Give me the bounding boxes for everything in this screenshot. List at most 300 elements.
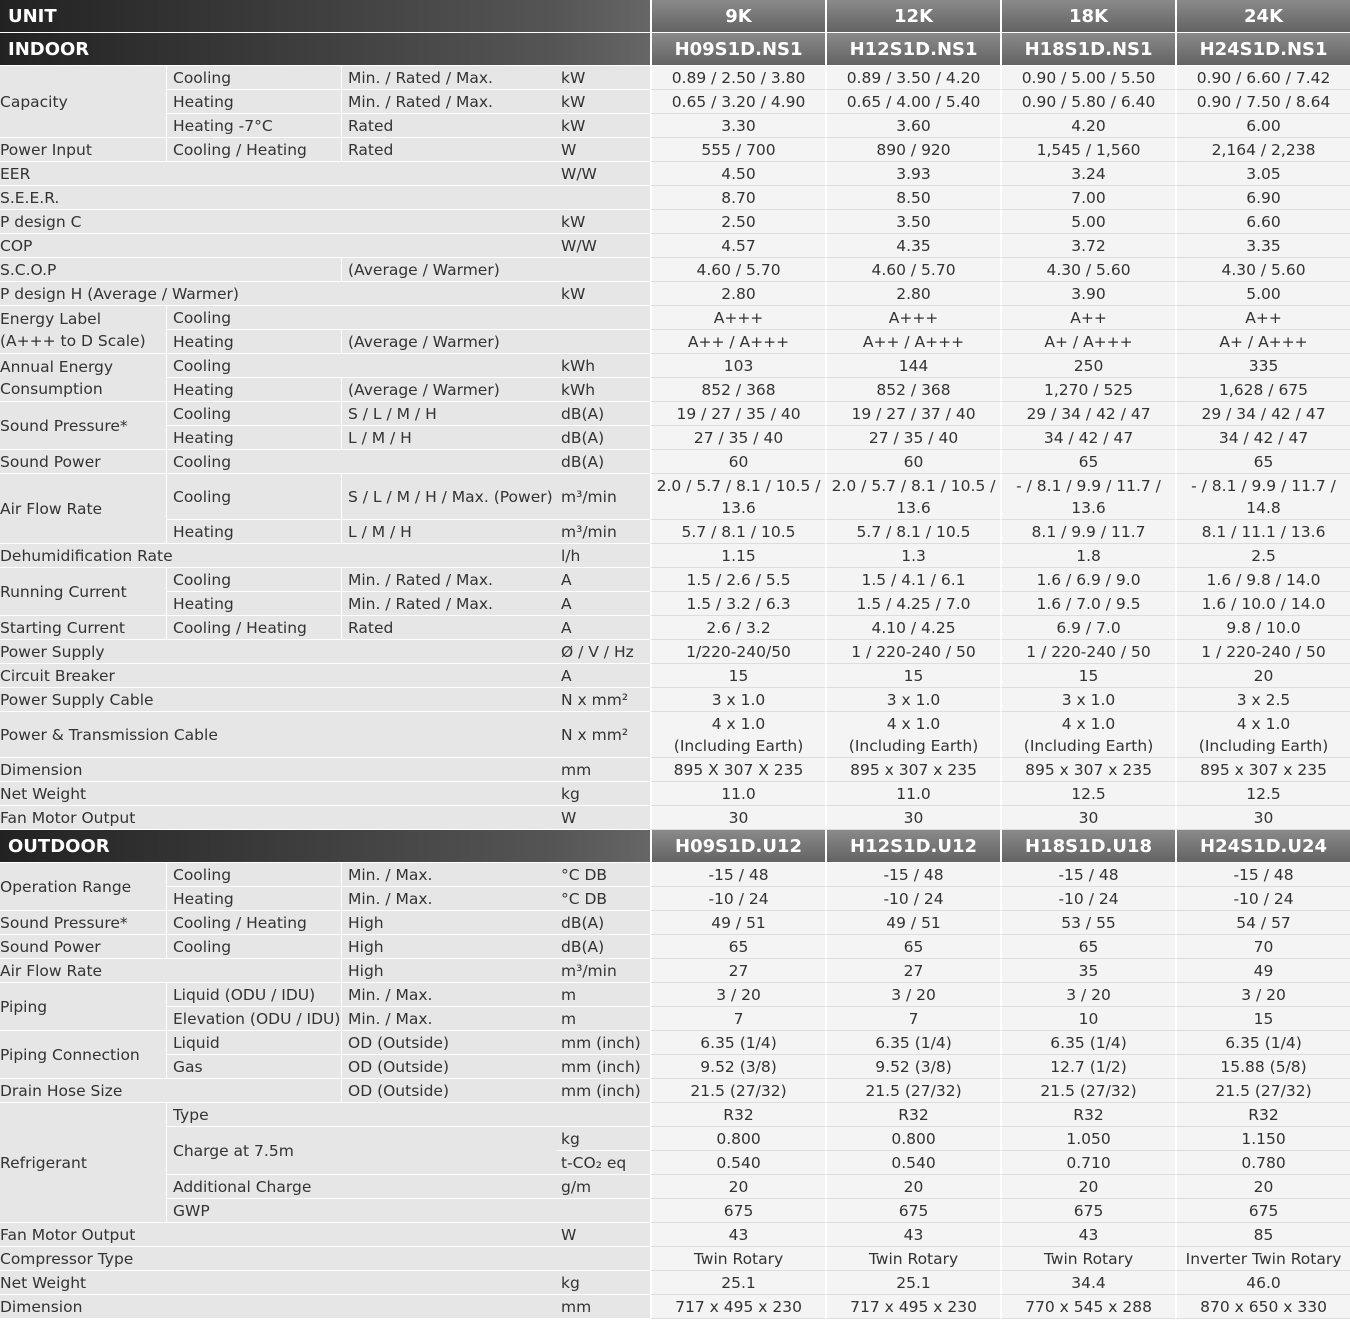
row-unit: A <box>557 616 650 640</box>
cell-value: 20 <box>650 1175 825 1199</box>
row-condition: (Average / Warmer) <box>341 330 650 354</box>
cell-value: 65 <box>825 935 1000 959</box>
row-condition: Min. / Rated / Max. <box>341 592 557 616</box>
table-row <box>0 806 1350 830</box>
row-unit: mm <box>557 758 650 782</box>
table-row <box>0 983 1350 1007</box>
sound-power-label: Sound Power <box>0 450 166 474</box>
cell-value: 1.6 / 9.8 / 14.0 <box>1175 568 1350 592</box>
table-row <box>0 1079 1350 1103</box>
table-row <box>0 282 1350 306</box>
cell-value: 10 <box>1000 1007 1175 1031</box>
table-row <box>0 258 1350 282</box>
cell-value: 6.35 (1/4) <box>825 1031 1000 1055</box>
cell-value: 3 / 20 <box>650 983 825 1007</box>
cell-value: 2.5 <box>1175 544 1350 568</box>
table-row <box>0 210 1350 234</box>
cell-value: 21.5 (27/32) <box>650 1079 825 1103</box>
row-unit: mm <box>557 1295 650 1319</box>
row-unit: °C DB <box>557 863 650 887</box>
cell-value: 555 / 700 <box>650 138 825 162</box>
cell-value: 0.65 / 4.00 / 5.40 <box>825 90 1000 114</box>
cell-value: 0.89 / 3.50 / 4.20 <box>825 66 1000 90</box>
outdoor-header-label: OUTDOOR <box>0 830 650 863</box>
cell-value: 30 <box>1175 806 1350 830</box>
indoor-model-2: H12S1D.NS1 <box>825 33 1000 66</box>
cell-value: 3.35 <box>1175 234 1350 258</box>
cell-value: 3.05 <box>1175 162 1350 186</box>
cell-value: 6.35 (1/4) <box>650 1031 825 1055</box>
cable-note: (Including Earth) <box>848 736 979 755</box>
row-mode: GWP <box>166 1199 650 1223</box>
cell-value: 2.80 <box>825 282 1000 306</box>
cell-value: 1,628 / 675 <box>1175 378 1350 402</box>
row-unit: kg <box>557 1127 650 1151</box>
cell-value: 2.50 <box>650 210 825 234</box>
row-unit: t-CO₂ eq <box>557 1151 650 1175</box>
outdoor-dimension-label: Dimension <box>0 1295 557 1319</box>
table-row <box>0 1295 1350 1319</box>
table-row <box>0 758 1350 782</box>
table-row <box>0 354 1350 378</box>
cell-value: -15 / 48 <box>650 863 825 887</box>
row-unit: N x mm² <box>557 712 650 758</box>
cell-value: 4.30 / 5.60 <box>1000 258 1175 282</box>
cell-value: 49 / 51 <box>650 911 825 935</box>
cell-value: 25.1 <box>825 1271 1000 1295</box>
cell-value: 15.88 (5/8) <box>1175 1055 1350 1079</box>
cell-value: 27 <box>825 959 1000 983</box>
cell-value: 12.7 (1/2) <box>1000 1055 1175 1079</box>
cell-value: 675 <box>1175 1199 1350 1223</box>
row-condition: S / L / M / H <box>341 402 557 426</box>
cell-value: 1.5 / 4.25 / 7.0 <box>825 592 1000 616</box>
cell-value: 3.30 <box>650 114 825 138</box>
cell-value: 65 <box>1000 450 1175 474</box>
cell-value: 3 / 20 <box>1000 983 1175 1007</box>
cell-value: 3.90 <box>1000 282 1175 306</box>
cell-value: 3.60 <box>825 114 1000 138</box>
row-condition: High <box>341 959 557 983</box>
cell-value: - / 8.1 / 9.9 / 11.7 / 14.8 <box>1175 474 1350 520</box>
cell-value: -15 / 48 <box>1175 863 1350 887</box>
cell-value: A++ / A+++ <box>825 330 1000 354</box>
cell-value: 0.65 / 3.20 / 4.90 <box>650 90 825 114</box>
row-condition: Min. / Rated / Max. <box>341 568 557 592</box>
cell-value: 4.60 / 5.70 <box>650 258 825 282</box>
cell-value: 852 / 368 <box>650 378 825 402</box>
cell-value: 9.52 (3/8) <box>650 1055 825 1079</box>
cell-value: 54 / 57 <box>1175 911 1350 935</box>
cell-value: 717 x 495 x 230 <box>825 1295 1000 1319</box>
row-unit: g/m <box>557 1175 650 1199</box>
cell-value: 29 / 34 / 42 / 47 <box>1175 402 1350 426</box>
cell-value: 19 / 27 / 37 / 40 <box>825 402 1000 426</box>
row-condition: Min. / Rated / Max. <box>341 90 557 114</box>
cell-value: 0.90 / 5.00 / 5.50 <box>1000 66 1175 90</box>
row-unit: kW <box>557 210 650 234</box>
cell-value: A+++ <box>825 306 1000 330</box>
cell-value: 70 <box>1175 935 1350 959</box>
table-row <box>0 592 1350 616</box>
table-row <box>0 664 1350 688</box>
cable-note: (Including Earth) <box>1023 736 1154 755</box>
table-row <box>0 162 1350 186</box>
cell-value: 1 / 220-240 / 50 <box>1000 640 1175 664</box>
row-unit: m³/min <box>557 959 650 983</box>
cell-value: 770 x 545 x 288 <box>1000 1295 1175 1319</box>
cell-value: 20 <box>825 1175 1000 1199</box>
row-condition: (Average / Warmer) <box>341 258 650 282</box>
cell-value: 43 <box>650 1223 825 1247</box>
cell-value: 20 <box>1175 664 1350 688</box>
cell-value: 27 / 35 / 40 <box>650 426 825 450</box>
cell-value: 0.540 <box>650 1151 825 1175</box>
cell-value: 675 <box>1000 1199 1175 1223</box>
cell-value: A++ / A+++ <box>650 330 825 354</box>
cell-value: 4.57 <box>650 234 825 258</box>
cell-value: 49 <box>1175 959 1350 983</box>
unit-header-row <box>0 0 1350 33</box>
cell-value: 53 / 55 <box>1000 911 1175 935</box>
row-unit: A <box>557 592 650 616</box>
cell-value: R32 <box>1175 1103 1350 1127</box>
cell-value: Inverter Twin Rotary <box>1175 1247 1350 1271</box>
cell-value: 1/220-240/50 <box>650 640 825 664</box>
cable-spec: 4 x 1.0 <box>886 714 941 733</box>
row-mode: Heating <box>166 520 341 544</box>
cell-value <box>650 712 825 758</box>
cell-value: 103 <box>650 354 825 378</box>
row-unit: m³/min <box>557 520 650 544</box>
row-unit: l/h <box>557 544 650 568</box>
cell-value: 1.5 / 2.6 / 5.5 <box>650 568 825 592</box>
row-condition: OD (Outside) <box>341 1055 557 1079</box>
table-row <box>0 426 1350 450</box>
row-mode: Cooling <box>166 450 557 474</box>
cell-value: 21.5 (27/32) <box>1175 1079 1350 1103</box>
cell-value: 27 / 35 / 40 <box>825 426 1000 450</box>
cell-value: 19 / 27 / 35 / 40 <box>650 402 825 426</box>
cell-value: 4.50 <box>650 162 825 186</box>
table-row <box>0 330 1350 354</box>
cell-value: 7.00 <box>1000 186 1175 210</box>
cell-value: 5.7 / 8.1 / 10.5 <box>825 520 1000 544</box>
row-condition: OD (Outside) <box>341 1031 557 1055</box>
outdoor-model-3: H18S1D.U18 <box>1000 830 1175 863</box>
cop-label: COP <box>0 234 557 258</box>
cell-value: A+ / A+++ <box>1000 330 1175 354</box>
cell-value: 717 x 495 x 230 <box>650 1295 825 1319</box>
table-row <box>0 959 1350 983</box>
cell-value: 49 / 51 <box>825 911 1000 935</box>
table-row <box>0 234 1350 258</box>
table-row <box>0 306 1350 330</box>
table-row <box>0 935 1350 959</box>
seer-label: S.E.E.R. <box>0 186 650 210</box>
cell-value: 9.8 / 10.0 <box>1175 616 1350 640</box>
cell-value: -10 / 24 <box>825 887 1000 911</box>
cell-value: 43 <box>1000 1223 1175 1247</box>
row-mode: Cooling / Heating <box>166 138 341 162</box>
cell-value: 3.24 <box>1000 162 1175 186</box>
power-supply-label: Power Supply <box>0 640 557 664</box>
cell-value: 30 <box>650 806 825 830</box>
cell-value: A++ <box>1175 306 1350 330</box>
indoor-net-weight-label: Net Weight <box>0 782 557 806</box>
cell-value: 1.6 / 6.9 / 9.0 <box>1000 568 1175 592</box>
circuit-breaker-label: Circuit Breaker <box>0 664 557 688</box>
cell-value: 12.5 <box>1175 782 1350 806</box>
piping-connection-label: Piping Connection <box>0 1031 166 1079</box>
row-mode: Cooling / Heating <box>166 911 341 935</box>
cell-value: 0.90 / 6.60 / 7.42 <box>1175 66 1350 90</box>
energy-label-line1: Energy Label <box>0 309 102 328</box>
outdoor-net-weight-label: Net Weight <box>0 1271 557 1295</box>
row-mode: Heating -7°C <box>166 114 341 138</box>
outdoor-sound-power-label: Sound Power <box>0 935 166 959</box>
cell-value: 21.5 (27/32) <box>825 1079 1000 1103</box>
row-mode: Heating <box>166 426 341 450</box>
cell-value: 895 x 307 x 235 <box>825 758 1000 782</box>
cell-value: 895 x 307 x 235 <box>1000 758 1175 782</box>
table-row <box>0 544 1350 568</box>
table-row <box>0 1031 1350 1055</box>
cell-value: 65 <box>1000 935 1175 959</box>
row-mode: Type <box>166 1103 650 1127</box>
row-mode: Cooling <box>166 863 341 887</box>
drain-hose-label: Drain Hose Size <box>0 1079 341 1103</box>
outdoor-air-flow-label: Air Flow Rate <box>0 959 341 983</box>
indoor-dimension-label: Dimension <box>0 758 557 782</box>
cell-value: 3.50 <box>825 210 1000 234</box>
running-current-label: Running Current <box>0 568 166 616</box>
cell-value: 675 <box>825 1199 1000 1223</box>
cell-value: 895 x 307 x 235 <box>1175 758 1350 782</box>
row-condition: OD (Outside) <box>341 1079 557 1103</box>
transmission-cable-label: Power & Transmission Cable <box>0 712 557 758</box>
row-condition: Min. / Max. <box>341 1007 557 1031</box>
compressor-label: Compressor Type <box>0 1247 650 1271</box>
cell-value: 11.0 <box>650 782 825 806</box>
outdoor-model-4: H24S1D.U24 <box>1175 830 1350 863</box>
table-row <box>0 138 1350 162</box>
cell-value <box>1000 712 1175 758</box>
row-unit: m <box>557 983 650 1007</box>
cell-value: 46.0 <box>1175 1271 1350 1295</box>
cell-value: 6.60 <box>1175 210 1350 234</box>
capacity-label: Capacity <box>0 66 166 138</box>
cell-value: 9.52 (3/8) <box>825 1055 1000 1079</box>
row-unit: A <box>557 664 650 688</box>
cable-spec: 4 x 1.0 <box>1061 714 1116 733</box>
cell-value: 60 <box>650 450 825 474</box>
cell-value: 1.15 <box>650 544 825 568</box>
cell-value: 1.050 <box>1000 1127 1175 1151</box>
cell-value: 4.30 / 5.60 <box>1175 258 1350 282</box>
row-unit: mm (inch) <box>557 1079 650 1103</box>
row-mode: Heating <box>166 592 341 616</box>
cell-value: 3 x 1.0 <box>650 688 825 712</box>
table-row <box>0 1223 1350 1247</box>
row-unit: °C DB <box>557 887 650 911</box>
cell-value: 6.9 / 7.0 <box>1000 616 1175 640</box>
row-mode: Cooling <box>166 402 341 426</box>
row-mode: Cooling <box>166 568 341 592</box>
row-unit: dB(A) <box>557 426 650 450</box>
row-unit: kg <box>557 1271 650 1295</box>
cell-value: 4.60 / 5.70 <box>825 258 1000 282</box>
cell-value: 0.710 <box>1000 1151 1175 1175</box>
row-unit: Ø / V / Hz <box>557 640 650 664</box>
row-condition: S / L / M / H / Max. (Power) <box>341 474 557 520</box>
unit-model-9k: 9K <box>650 0 825 33</box>
row-condition: Min. / Max. <box>341 863 557 887</box>
row-unit: kWh <box>557 354 650 378</box>
table-row <box>0 616 1350 640</box>
cell-value: 7 <box>825 1007 1000 1031</box>
power-supply-cable-label: Power Supply Cable <box>0 688 557 712</box>
cable-note: (Including Earth) <box>1198 736 1329 755</box>
sound-pressure-label: Sound Pressure* <box>0 402 166 450</box>
cell-value: 1.3 <box>825 544 1000 568</box>
table-row <box>0 1055 1350 1079</box>
cell-value: A+++ <box>650 306 825 330</box>
row-unit: mm (inch) <box>557 1055 650 1079</box>
energy-label-label <box>0 306 166 354</box>
table-row <box>0 378 1350 402</box>
row-unit: W <box>557 138 650 162</box>
annual-energy-line2: Consumption <box>0 379 103 398</box>
table-row <box>0 568 1350 592</box>
cell-value: 0.780 <box>1175 1151 1350 1175</box>
table-row <box>0 1175 1350 1199</box>
row-unit: W/W <box>557 162 650 186</box>
cell-value: 65 <box>1175 450 1350 474</box>
row-mode: Liquid <box>166 1031 341 1055</box>
table-row <box>0 520 1350 544</box>
cell-value: 0.540 <box>825 1151 1000 1175</box>
unit-header-label: UNIT <box>0 0 650 33</box>
table-row <box>0 1271 1350 1295</box>
cell-value: 895 X 307 X 235 <box>650 758 825 782</box>
annual-energy-line1: Annual Energy <box>0 357 114 376</box>
table-row <box>0 688 1350 712</box>
table-row <box>0 782 1350 806</box>
cell-value: R32 <box>1000 1103 1175 1127</box>
cell-value: 335 <box>1175 354 1350 378</box>
row-unit: N x mm² <box>557 688 650 712</box>
row-unit: mm (inch) <box>557 1031 650 1055</box>
cell-value: 2.6 / 3.2 <box>650 616 825 640</box>
cell-value: 870 x 650 x 330 <box>1175 1295 1350 1319</box>
row-mode: Charge at 7.5m <box>166 1127 557 1175</box>
row-unit: A <box>557 568 650 592</box>
cell-value: A++ <box>1000 306 1175 330</box>
cell-value: -10 / 24 <box>1000 887 1175 911</box>
row-unit: m <box>557 1007 650 1031</box>
cell-value: 3 x 2.5 <box>1175 688 1350 712</box>
air-flow-label: Air Flow Rate <box>0 474 166 544</box>
outdoor-fan-motor-label: Fan Motor Output <box>0 1223 557 1247</box>
row-unit: kW <box>557 114 650 138</box>
table-row <box>0 114 1350 138</box>
cell-value: 43 <box>825 1223 1000 1247</box>
cell-value: -10 / 24 <box>1175 887 1350 911</box>
row-condition: L / M / H <box>341 426 557 450</box>
cell-value: 3 / 20 <box>825 983 1000 1007</box>
row-mode: Cooling <box>166 935 341 959</box>
cell-value: 20 <box>1000 1175 1175 1199</box>
cell-value: 2,164 / 2,238 <box>1175 138 1350 162</box>
indoor-fan-motor-label: Fan Motor Output <box>0 806 557 830</box>
cell-value: 3 x 1.0 <box>1000 688 1175 712</box>
cell-value: 34 / 42 / 47 <box>1000 426 1175 450</box>
cell-value: 11.0 <box>825 782 1000 806</box>
cell-value: 27 <box>650 959 825 983</box>
cell-value: 1.6 / 7.0 / 9.5 <box>1000 592 1175 616</box>
cable-spec: 4 x 1.0 <box>1236 714 1291 733</box>
row-mode: Heating <box>166 90 341 114</box>
refrigerant-label: Refrigerant <box>0 1103 166 1223</box>
cell-value: 0.800 <box>650 1127 825 1151</box>
row-mode: Heating <box>166 330 341 354</box>
cell-value: 12.5 <box>1000 782 1175 806</box>
cell-value: 8.1 / 11.1 / 13.6 <box>1175 520 1350 544</box>
table-row <box>0 186 1350 210</box>
cell-value: Twin Rotary <box>1000 1247 1175 1271</box>
cell-value: -10 / 24 <box>650 887 825 911</box>
table-row <box>0 863 1350 887</box>
table-row <box>0 1247 1350 1271</box>
row-unit: kg <box>557 782 650 806</box>
cell-value: R32 <box>650 1103 825 1127</box>
cell-value: 1.150 <box>1175 1127 1350 1151</box>
eer-label: EER <box>0 162 557 186</box>
cell-value: 65 <box>650 935 825 959</box>
row-mode: Cooling <box>166 474 341 520</box>
cell-value: 85 <box>1175 1223 1350 1247</box>
cell-value: 0.90 / 7.50 / 8.64 <box>1175 90 1350 114</box>
cell-value: 25.1 <box>650 1271 825 1295</box>
row-mode: Heating <box>166 887 341 911</box>
cell-value: - / 8.1 / 9.9 / 11.7 / 13.6 <box>1000 474 1175 520</box>
cell-value: 4.10 / 4.25 <box>825 616 1000 640</box>
cell-value: 30 <box>1000 806 1175 830</box>
cell-value: 7 <box>650 1007 825 1031</box>
cell-value: 15 <box>1175 1007 1350 1031</box>
scop-label: S.C.O.P <box>0 258 341 282</box>
table-row <box>0 887 1350 911</box>
cell-value: -15 / 48 <box>825 863 1000 887</box>
cell-value: R32 <box>825 1103 1000 1127</box>
row-unit: dB(A) <box>557 911 650 935</box>
cell-value: 1.5 / 3.2 / 6.3 <box>650 592 825 616</box>
cell-value: 4.20 <box>1000 114 1175 138</box>
cell-value: 1.6 / 10.0 / 14.0 <box>1175 592 1350 616</box>
indoor-model-1: H09S1D.NS1 <box>650 33 825 66</box>
outdoor-model-1: H09S1D.U12 <box>650 830 825 863</box>
cell-value: 15 <box>825 664 1000 688</box>
cable-spec: 4 x 1.0 <box>711 714 766 733</box>
row-condition: High <box>341 911 557 935</box>
cell-value: 21.5 (27/32) <box>1000 1079 1175 1103</box>
row-mode: Cooling <box>166 66 341 90</box>
cell-value: 1.8 <box>1000 544 1175 568</box>
cell-value: 3 / 20 <box>1175 983 1350 1007</box>
outdoor-header-row <box>0 830 1350 863</box>
table-row <box>0 1007 1350 1031</box>
